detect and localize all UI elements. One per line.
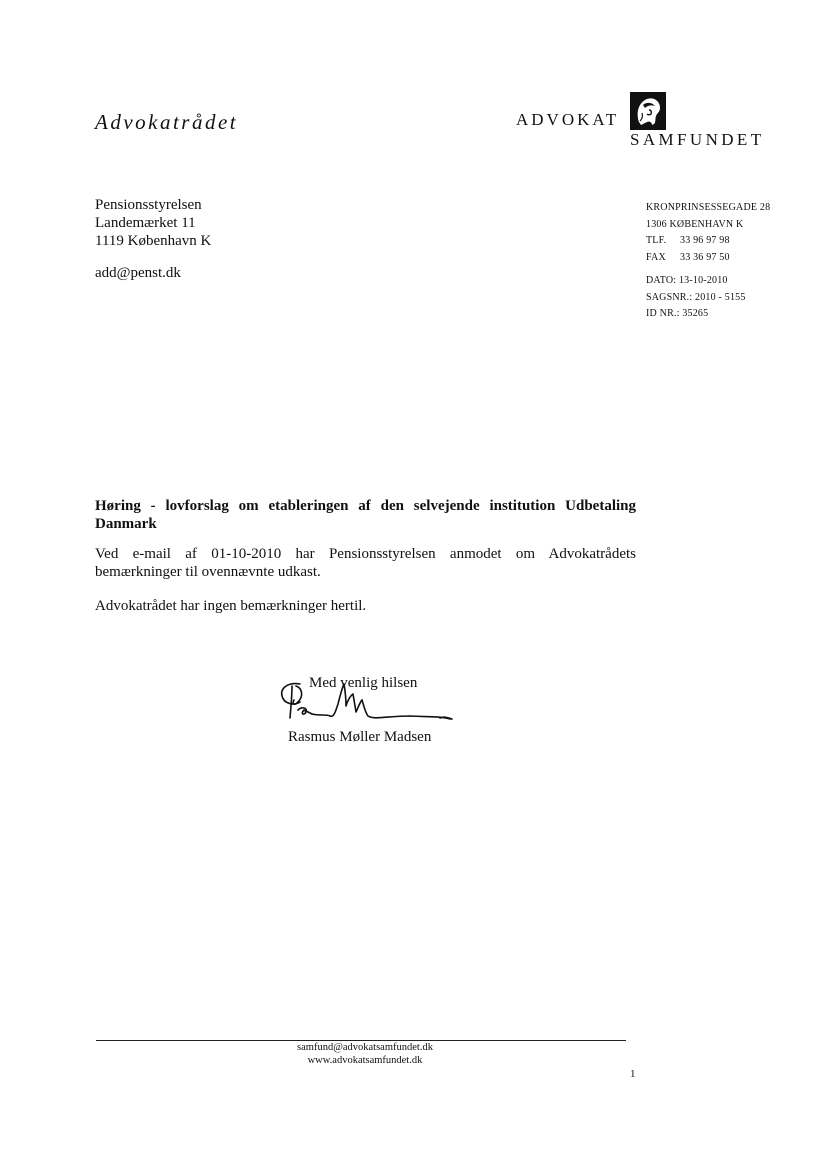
sender-street: KRONPRINSESSEGADE 28 [646,202,771,213]
recipient-email: add@penst.dk [95,265,181,281]
id-number: ID NR.: 35265 [646,308,709,319]
case-number: SAGSNR.: 2010 - 5155 [646,291,746,303]
letter-paragraph: Ved e-mail af 01-10-2010 har Pensionsstyrelsen anmodet om Advokatrådets bemærkninger til ovennævnte udkast. [95,546,636,580]
letter-paragraph: Advokatrådet har ingen bemærkninger hertil. [95,598,367,614]
recipient-address [95,196,211,282]
fax-number: 33 36 97 50 [680,251,730,263]
advokatraadet-heading: Advokatrådet [95,110,239,134]
phone-number: 33 96 97 98 [680,235,730,246]
sender-city: 1306 KØBENHAVN K [646,218,744,230]
recipient-street: Landemærket 11 [95,215,196,231]
advocate-head-emblem-icon [630,92,666,130]
recipient-name: Pensionsstyrelsen [95,197,202,213]
footer-website: www.advokatsamfundet.dk [307,1055,423,1066]
sender-fax [646,250,770,267]
letter-date: DATO: 13-10-2010 [646,275,728,286]
letter-body [95,497,636,615]
recipient-city: 1119 København K [95,233,212,249]
footer-email: samfund@advokatsamfundet.dk [297,1042,433,1053]
advokatsamfundet-logo [516,92,776,152]
logo-word-samfundet: SAMFUNDET [630,130,765,149]
letter-subject: Høring - lovforslag om etableringen af den selvejende institution Udbetaling Danmark [95,498,636,532]
logo-word-advokat: ADVOKAT [516,110,620,129]
signer-name: Rasmus Møller Madsen [288,729,432,745]
page-number: 1 [630,1068,636,1080]
sender-phone [646,233,770,250]
sender-info [646,200,770,323]
footer [200,1041,530,1067]
closing-salutation: Med venlig hilsen [309,675,418,691]
phone-label: TLF. [646,235,667,246]
fax-label: FAX [646,251,666,263]
